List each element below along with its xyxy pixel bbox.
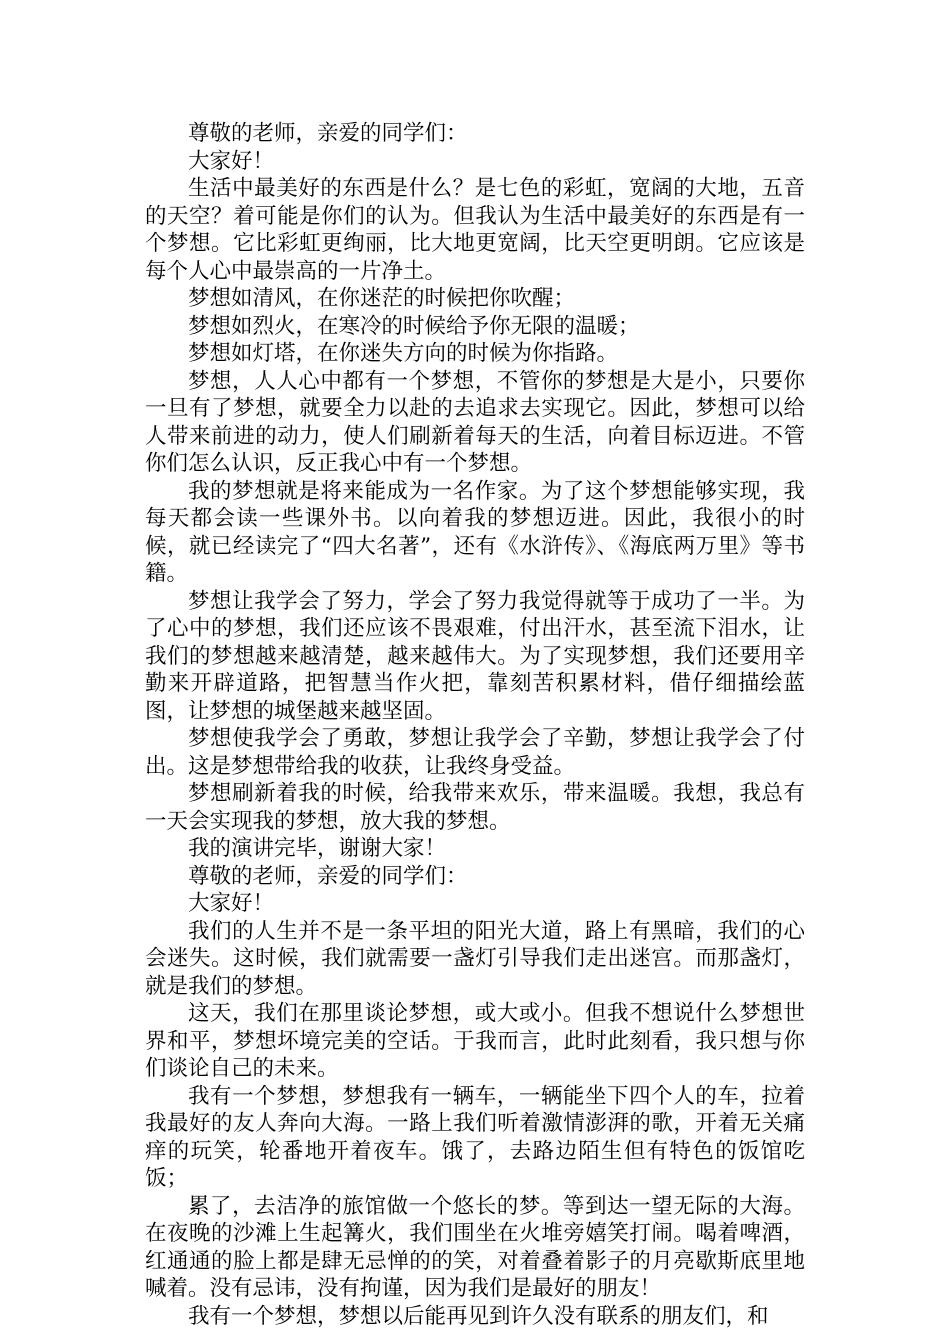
- paragraph: 我们的人生并不是一条平坦的阳光大道，路上有黑暗，我们的心会迷失。这时候，我们就需要一盏灯引导我们走出迷宫。而那盏灯，就是我们的梦想。: [145, 918, 805, 999]
- paragraph: 梦想让我学会了努力，学会了努力我觉得就等于成功了一半。为了心中的梦想，我们还应该不畏艰难，付出汗水，甚至流下泪水，让我们的梦想越来越清楚，越来越伟大。为了实现梦想，我们还要用辛勤来开辟道路，把智慧当作火把，靠刻苦积累材料，借仔细描绘蓝图，让梦想的城堡越来越坚固。: [145, 588, 805, 724]
- paragraph: 累了，去洁净的旅馆做一个悠长的梦。等到达一望无际的大海。在夜晚的沙滩上生起篝火，我们围坐在火堆旁嬉笑打闹。喝着啤酒，红通通的脸上都是肆无忌惮的的笑，对着叠着影子的月亮歇斯底里地喊着。没有忌讳，没有拘谨，因为我们是最好的朋友！: [145, 1193, 805, 1301]
- paragraph: 生活中最美好的东西是什么？是七色的彩虹，宽阔的大地，五音的天空？着可能是你们的认为。但我认为生活中最美好的东西是有一个梦想。它比彩虹更绚丽，比大地更宽阔，比天空更明朗。它应该是每个人心中最崇高的一片净土。: [145, 176, 805, 284]
- paragraph: 梦想刷新着我的时候，给我带来欢乐，带来温暖。我想，我总有一天会实现我的梦想，放大我的梦想。: [145, 781, 805, 834]
- paragraph: 这天，我们在那里谈论梦想，或大或小。但我不想说什么梦想世界和平，梦想坏境完美的空话。于我而言，此时此刻看，我只想与你们谈论自己的未来。: [145, 1001, 805, 1081]
- paragraph: 梦想如清风，在你迷茫的时候把你吹醒；: [188, 286, 576, 311]
- document-body: [145, 120, 805, 1330]
- paragraph: 梦想如灯塔，在你迷失方向的时候为你指路。: [188, 341, 619, 366]
- paragraph: 我有一个梦想，梦想我有一辆车，一辆能坐下四个人的车，拉着我最好的友人奔向大海。一路上我们听着激情澎湃的歌，开着无关痛痒的玩笑，轮番地开着夜车。饿了，去路边陌生但有特色的饭馆吃饭；: [145, 1083, 805, 1191]
- paragraph: 我的演讲完毕，谢谢大家！: [188, 836, 447, 861]
- paragraph: 尊敬的老师，亲爱的同学们：: [188, 121, 468, 146]
- paragraph: 我有一个梦想，梦想以后能再见到许久没有联系的朋友们，和: [188, 1303, 769, 1329]
- paragraph: 大家好！: [188, 891, 275, 916]
- paragraph: 梦想，人人心中都有一个梦想，不管你的梦想是大是小，只要你一旦有了梦想，就要全力以赴的去追求去实现它。因此，梦想可以给人带来前进的动力，使人们刷新着每天的生活，向着目标迈进。不管你们怎么认识，反正我心中有一个梦想。: [145, 368, 805, 476]
- paragraph: 梦想使我学会了勇敢，梦想让我学会了辛勤，梦想让我学会了付出。这是梦想带给我的收获，让我终身受益。: [145, 726, 805, 779]
- paragraph: 我的梦想就是将来能成为一名作家。为了这个梦想能够实现，我每天都会读一些课外书。以向着我的梦想迈进。因此，我很小的时候，就已经读完了“四大名著”，还有《水浒传》、《海底两万里》等书籍。: [145, 478, 805, 586]
- paragraph: 尊敬的老师，亲爱的同学们：: [188, 863, 468, 889]
- paragraph: 梦想如烈火，在寒冷的时候给予你无限的温暖；: [188, 313, 640, 339]
- paragraph: 大家好！: [188, 148, 275, 174]
